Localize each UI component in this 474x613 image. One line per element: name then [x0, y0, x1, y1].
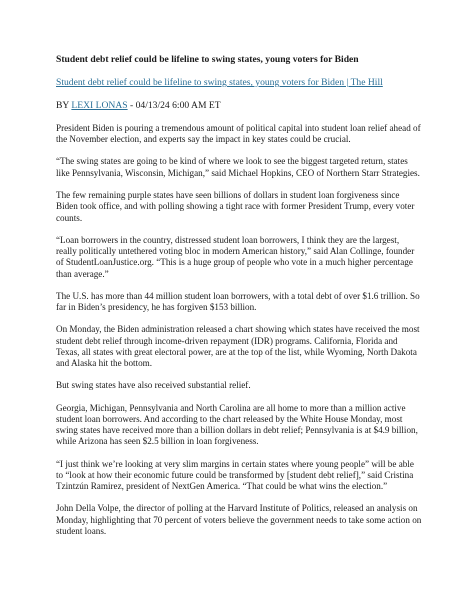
article-paragraph-1: President Biden is pouring a tremendous amount of political capital into student loan relief ahead of the November election, and experts say the impact in key states could be crucial.	[56, 123, 421, 145]
byline-date: - 04/13/24 6:00 AM ET	[127, 100, 221, 111]
article-paragraph-10: John Della Volpe, the director of polling at the Harvard Institute of Politics, released an analysis on Monday, highlighting that 70 percent of voters believe the government needs to take some action on student loans.	[56, 503, 422, 537]
source-link[interactable]: Student debt relief could be lifeline to swing states, young voters for Biden | The Hill	[56, 77, 383, 88]
byline	[56, 100, 422, 112]
article-paragraph-4: “Loan borrowers in the country, distressed student loan borrowers, I think they are the largest, really politically untethered voting bloc in modern American history,” said Alan Collinge, founder of StudentLoanJustice.org. “This is a huge group of people who vote in a much higher percentage than average.”	[56, 234, 415, 279]
article-paragraph-2: “The swing states are going to be kind of where we look to see the biggest targeted return, states like Pennsylvania, Wisconsin, Michigan,” said Michael Hopkins, CEO of Northern Starr Strategies.	[56, 156, 420, 178]
byline-prefix: BY	[56, 100, 72, 111]
article-paragraph-9: “I just think we’re looking at very slim margins in certain states where young people” will be able to “look at how their economic future could be transformed by [student debt relief],” said Cristina Tzintzún Ramirez, president of NextGen America. “That could be what wins the election.”	[56, 458, 414, 492]
article-paragraph-6: On Monday, the Biden administration released a chart showing which states have received the most student debt relief through income-driven repayment (IDR) programs. California, Florida and Texas, all states with great electoral power, are at the top of the list, while Wyoming, North Dakota and Alaska hit the bottom.	[56, 324, 420, 369]
author-link[interactable]: LEXI LONAS	[71, 100, 128, 111]
article-paragraph-3: The few remaining purple states have seen billions of dollars in student loan forgiveness since Biden took office, and with polling showing a tight race with former President Trump, every voter counts.	[56, 189, 415, 223]
article-headline: Student debt relief could be lifeline to swing states, young voters for Biden	[56, 54, 359, 65]
article-paragraph-5: The U.S. has more than 44 million student loan borrowers, with a total debt of over $1.6 trillion. So far in Biden’s presidency, he has forgiven $153 billion.	[56, 290, 420, 313]
article-page	[56, 54, 422, 548]
article-paragraph-8: Georgia, Michigan, Pennsylvania and North Carolina are all home to more than a million active student loan borrowers. And according to the chart released by the White House Monday, most swing states have received more than a billion dollars in debt relief; Pennsylvania is at $4.9 billion, while Arizona has seen $2.5 billion in loan forgiveness.	[56, 402, 418, 447]
article-paragraph-7: But swing states have also received substantial relief.	[56, 380, 251, 391]
